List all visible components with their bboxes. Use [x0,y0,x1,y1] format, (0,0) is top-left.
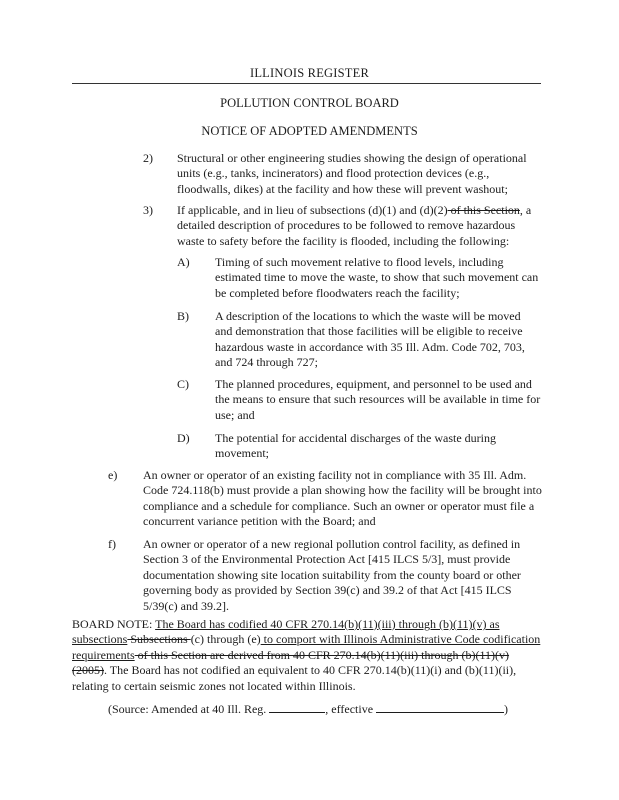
item-text: An owner or operator of a new regional pollution control facility, as defined in Section 3 of the Environmental Protection Act [415 ILCS 5/3], must provide documentation showing site location suitability from the county board or other governing body as provided by Section 39(c) and 39.2 of that Act [415 ILCS 5/39(c) and 39.2]. [143,537,521,613]
item-label: f) [108,537,116,551]
source-suffix: ) [504,702,509,716]
struck-text: of this Section are derived from 40 CFR 270.14(b)(11)(iii) through (b)(11)(v) (2005) [72,647,510,678]
source-prefix: (Source: Amended at 40 Ill. Reg. [108,702,267,716]
item-label: 2) [143,151,153,165]
item-label: A) [177,255,190,269]
item-text: Structural or other engineering studies showing the design of operational units (e.g., tanks, incinerators) and flood protection devices (e.g., floodwalls, dikes) at the facility and how these will prevent washout; [177,151,527,196]
item-label: B) [177,309,189,323]
struck-text: Subsections [127,632,191,647]
board-note-text: (c) through (e) [190,632,261,647]
item-label: e) [108,468,118,482]
item-label: 3) [143,203,153,217]
header-rule [72,83,541,84]
item-text: Timing of such movement relative to flood levels, including estimated time to move the waste, to show that such movement can be completed before floodwaters reach the facility; [215,255,539,300]
item-text-part: If applicable, and in lieu of subsections (d)(1) and (d)(2) [177,203,448,217]
struck-text: of this Section [447,203,520,217]
item-text: A description of the locations to which the waste will be moved and demonstration that those facilities will be eligible to receive hazardous waste in accordance with 35 Ill. Adm. Code 702, 703, and 724 through 727; [215,309,525,370]
board-note-text: . The Board has not codified an equivalent to 40 CFR 270.14(b)(11)(i) and (b)(11)(ii), relating to certain seismic zones not located within Illinois. [72,663,517,693]
board-name: POLLUTION CONTROL BOARD [220,96,399,110]
source-line [108,701,528,717]
item-label: C) [177,377,189,391]
register-blank [269,701,325,713]
inserted-text: to comport with Illinois Administrative Code codification requirements [72,632,541,662]
source-middle: , effective [325,702,374,716]
item-text: An owner or operator of an existing facility not in compliance with 35 Ill. Adm. Code 724.118(b) must provide a plan showing how the facility will be brought into compliance and a schedule for compliance. Such an owner or operator must file a concurrent variance petition with the Board; and [143,468,542,529]
effective-date-blank [376,701,504,713]
inserted-text: The Board has codified 40 CFR 270.14(b)(11)(iii) through (b)(11)(v) as subsections [72,617,500,647]
item-text [177,203,542,249]
board-note [72,617,542,694]
board-note-lead: BOARD NOTE: [72,617,156,631]
register-title: ILLINOIS REGISTER [249,66,369,80]
item-label: D) [177,431,190,445]
item-text-part: , a detailed description of procedures to be followed to remove hazardous waste to safety before the facility is flooded, including the following: [177,203,532,248]
item-text: The planned procedures, equipment, and personnel to be used and the means to ensure that such resources will be available in time for use; and [215,377,541,422]
notice-title: NOTICE OF ADOPTED AMENDMENTS [201,124,418,138]
item-text: The potential for accidental discharges of the waste during movement; [215,431,497,461]
